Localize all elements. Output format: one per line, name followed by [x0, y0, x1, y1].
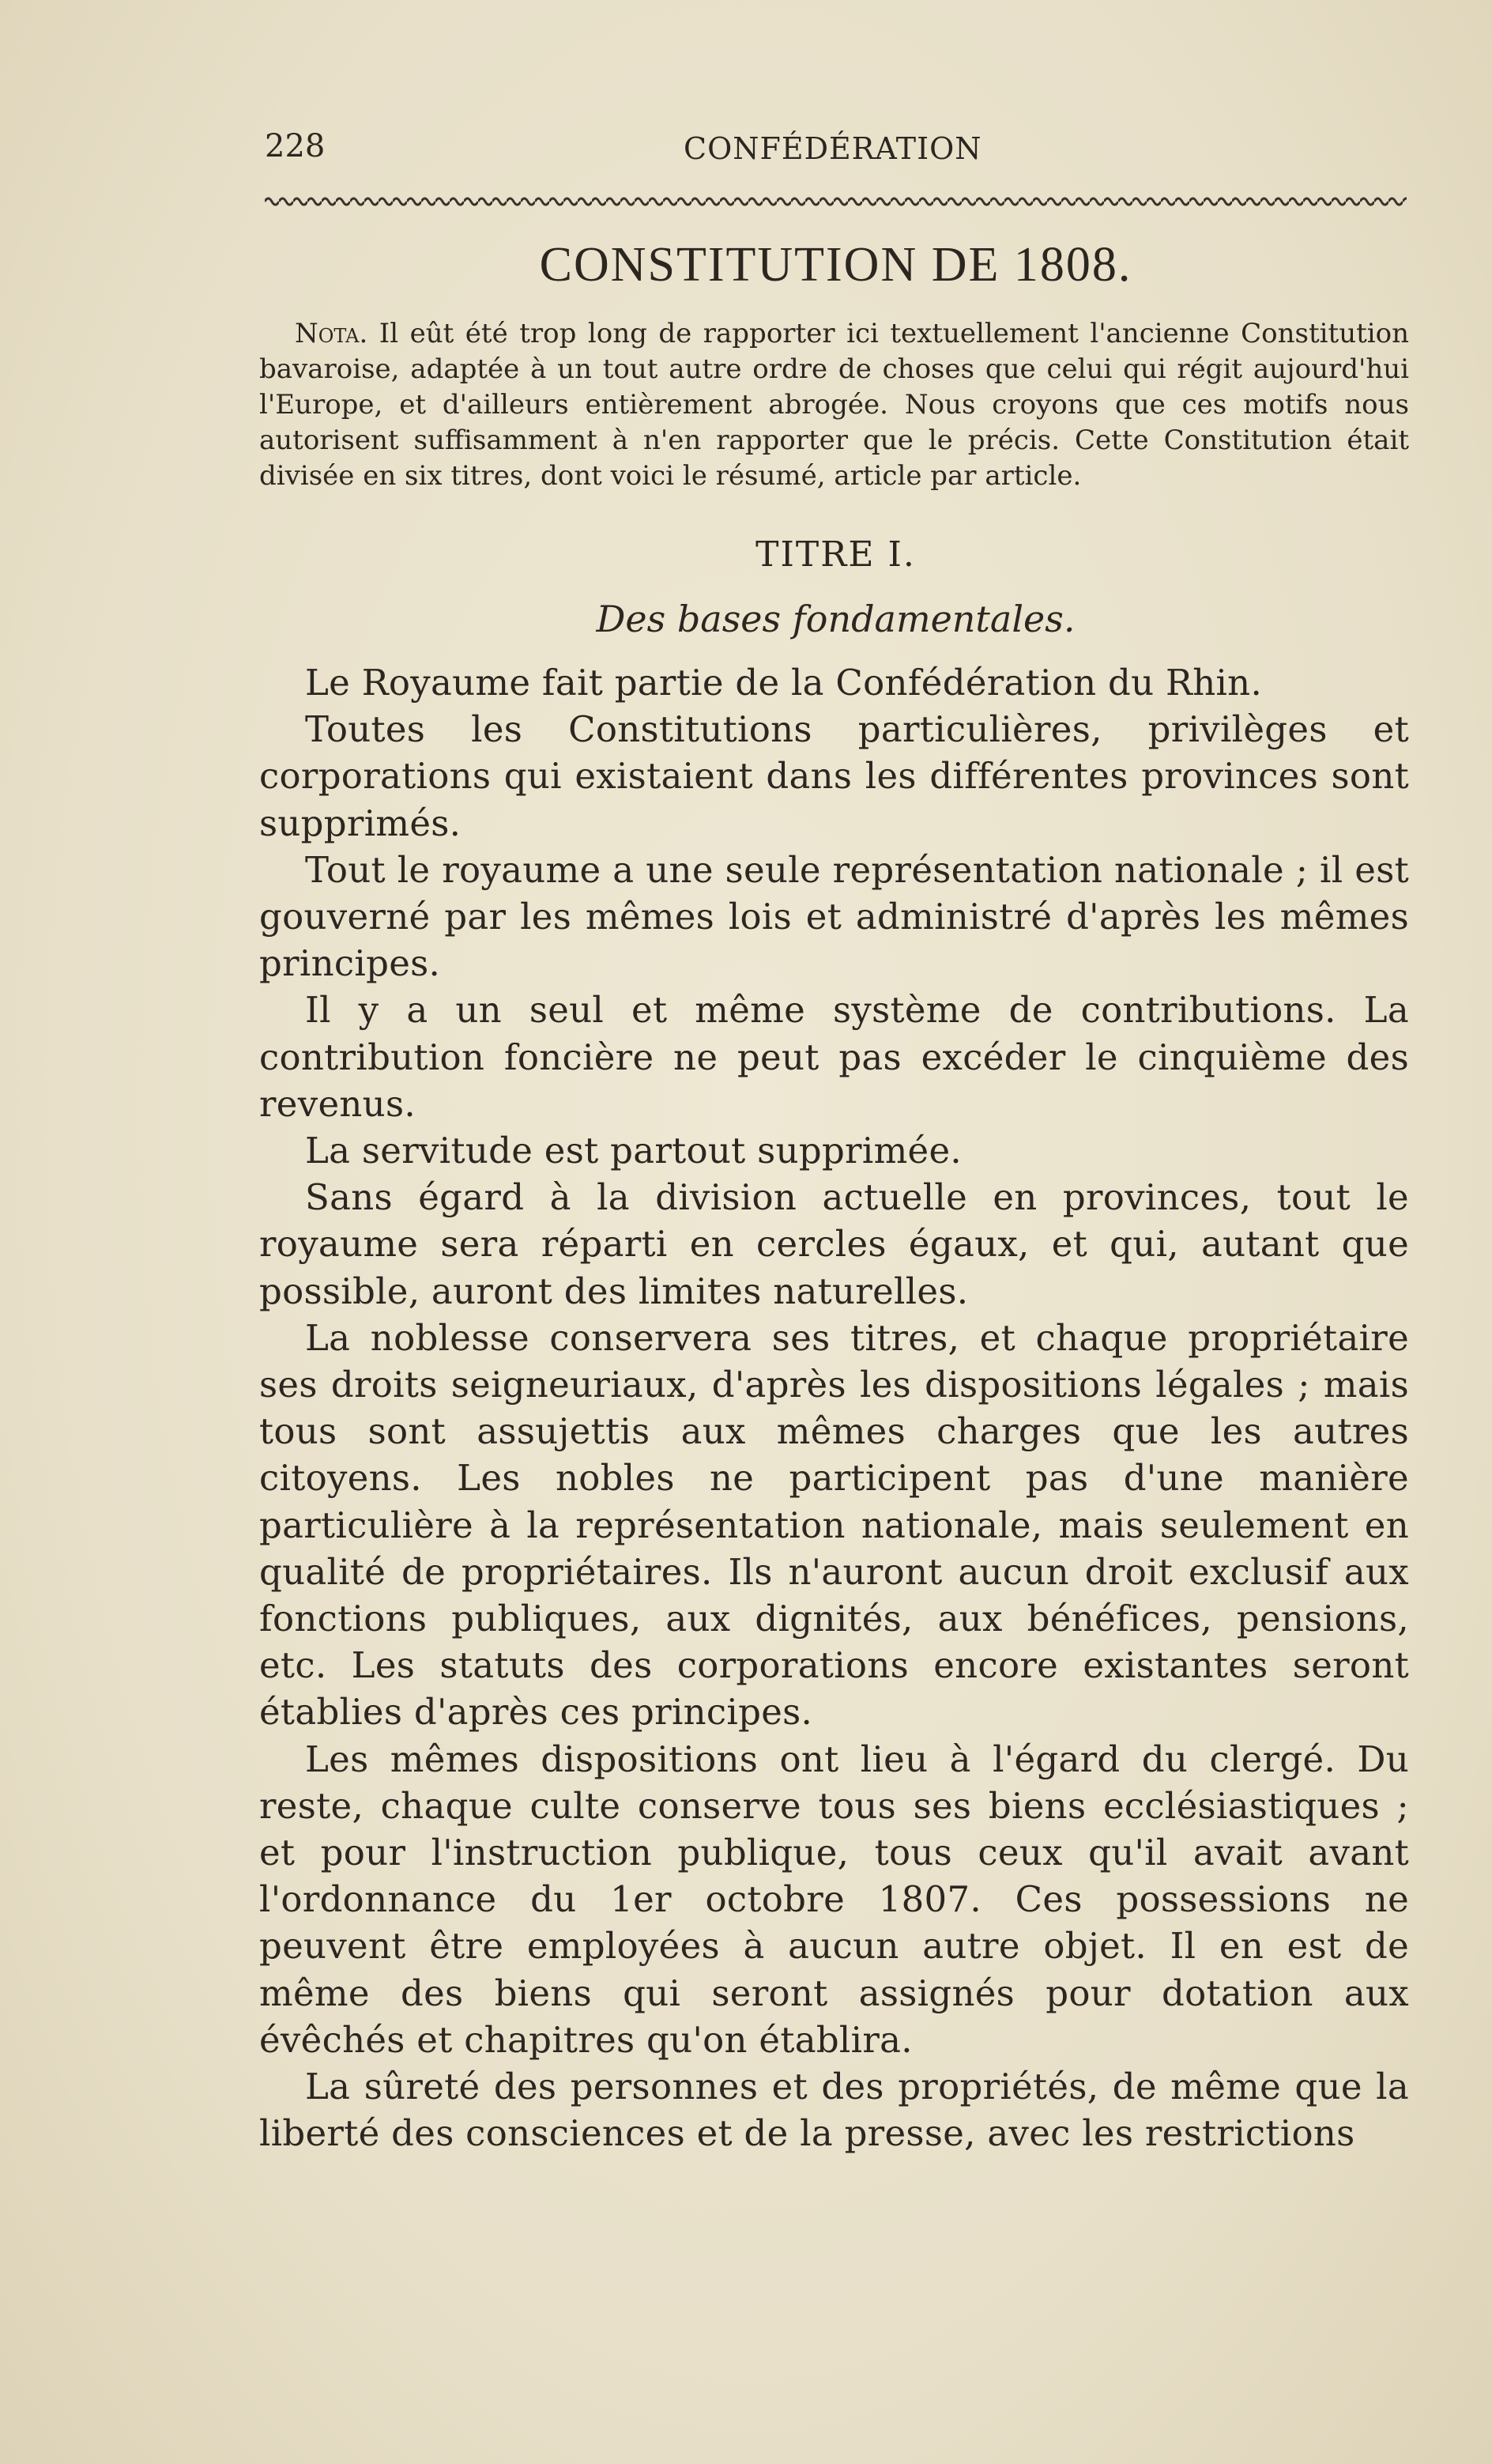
nota-text: Il eût été trop long de rapporter ici textuellement l'ancienne Constitution bavaroise, adaptée à un tout autre ordre de choses que celui qui régit aujourd'hui l'Europe, et d'ailleurs entièrement abrogée. Nous croyons que ces motifs nous autorisent suffisamment à n'en rapporter que le précis. Cette Constitution était divisée en six titres, dont voici le résumé, article par article.: [259, 318, 1410, 492]
paragraph: Tout le royaume a une seule représentation nationale ; il est gouverné par les mêmes lois et administré d'après les mêmes principes.: [259, 848, 1409, 985]
running-title: CONFÉDÉRATION: [684, 131, 982, 166]
body-text: [259, 659, 1409, 2157]
nota-paragraph: [259, 316, 1409, 494]
page-header: [265, 128, 1407, 175]
paragraph: La servitude est partout supprimée.: [305, 1130, 963, 1172]
paragraph: Le Royaume fait partie de la Confédération du Rhin.: [305, 662, 1263, 704]
section-heading: TITRE I.: [755, 534, 916, 575]
nota-label: Nota.: [295, 318, 368, 349]
paragraph: Toutes les Constitutions particulières, privilèges et corporations qui existaient dans les différentes provinces sont supprimés.: [259, 708, 1409, 844]
page-number: 228: [265, 128, 326, 164]
document-title: CONSTITUTION DE 1808.: [539, 238, 1132, 292]
paragraph: Les mêmes dispositions ont lieu à l'égard du clergé. Du reste, chaque culte conserve tous ses biens ecclésiastiques ; et pour l'instruction publique, tous ceux qu'il avait avant l'ordonnance du 1er octobre 1807. Ces possessions ne peuvent être employées à aucun autre objet. Il en est de même des biens qui seront assignés pour dotation aux évêchés et chapitres qu'on établira.: [259, 1738, 1409, 2061]
paragraph: La noblesse conservera ses titres, et chaque propriétaire ses droits seigneuriaux, d'après les dispositions légales ; mais tous sont assujettis aux mêmes charges que les autres citoyens. Les nobles ne participent pas d'une manière particulière à la représentation nationale, mais seulement en qualité de propriétaires. Ils n'auront aucun droit exclusif aux fonctions publiques, aux dignités, aux bénéfices, pensions, etc. Les statuts des corporations encore existantes seront établies d'après ces principes.: [259, 1316, 1409, 1734]
paragraph: Sans égard à la division actuelle en provinces, tout le royaume sera réparti en cercles égaux, et qui, autant que possible, auront des limites naturelles.: [259, 1176, 1409, 1312]
paragraph: La sûreté des personnes et des propriétés, de même que la liberté des consciences et de la presse, avec les restrictions: [259, 2066, 1409, 2155]
section-subtitle: Des bases fondamentales.: [596, 598, 1076, 640]
paragraph: Il y a un seul et même système de contributions. La contribution foncière ne peut pas excéder le cinquième des revenus.: [259, 989, 1409, 1125]
ornamental-rule: [265, 193, 1407, 210]
